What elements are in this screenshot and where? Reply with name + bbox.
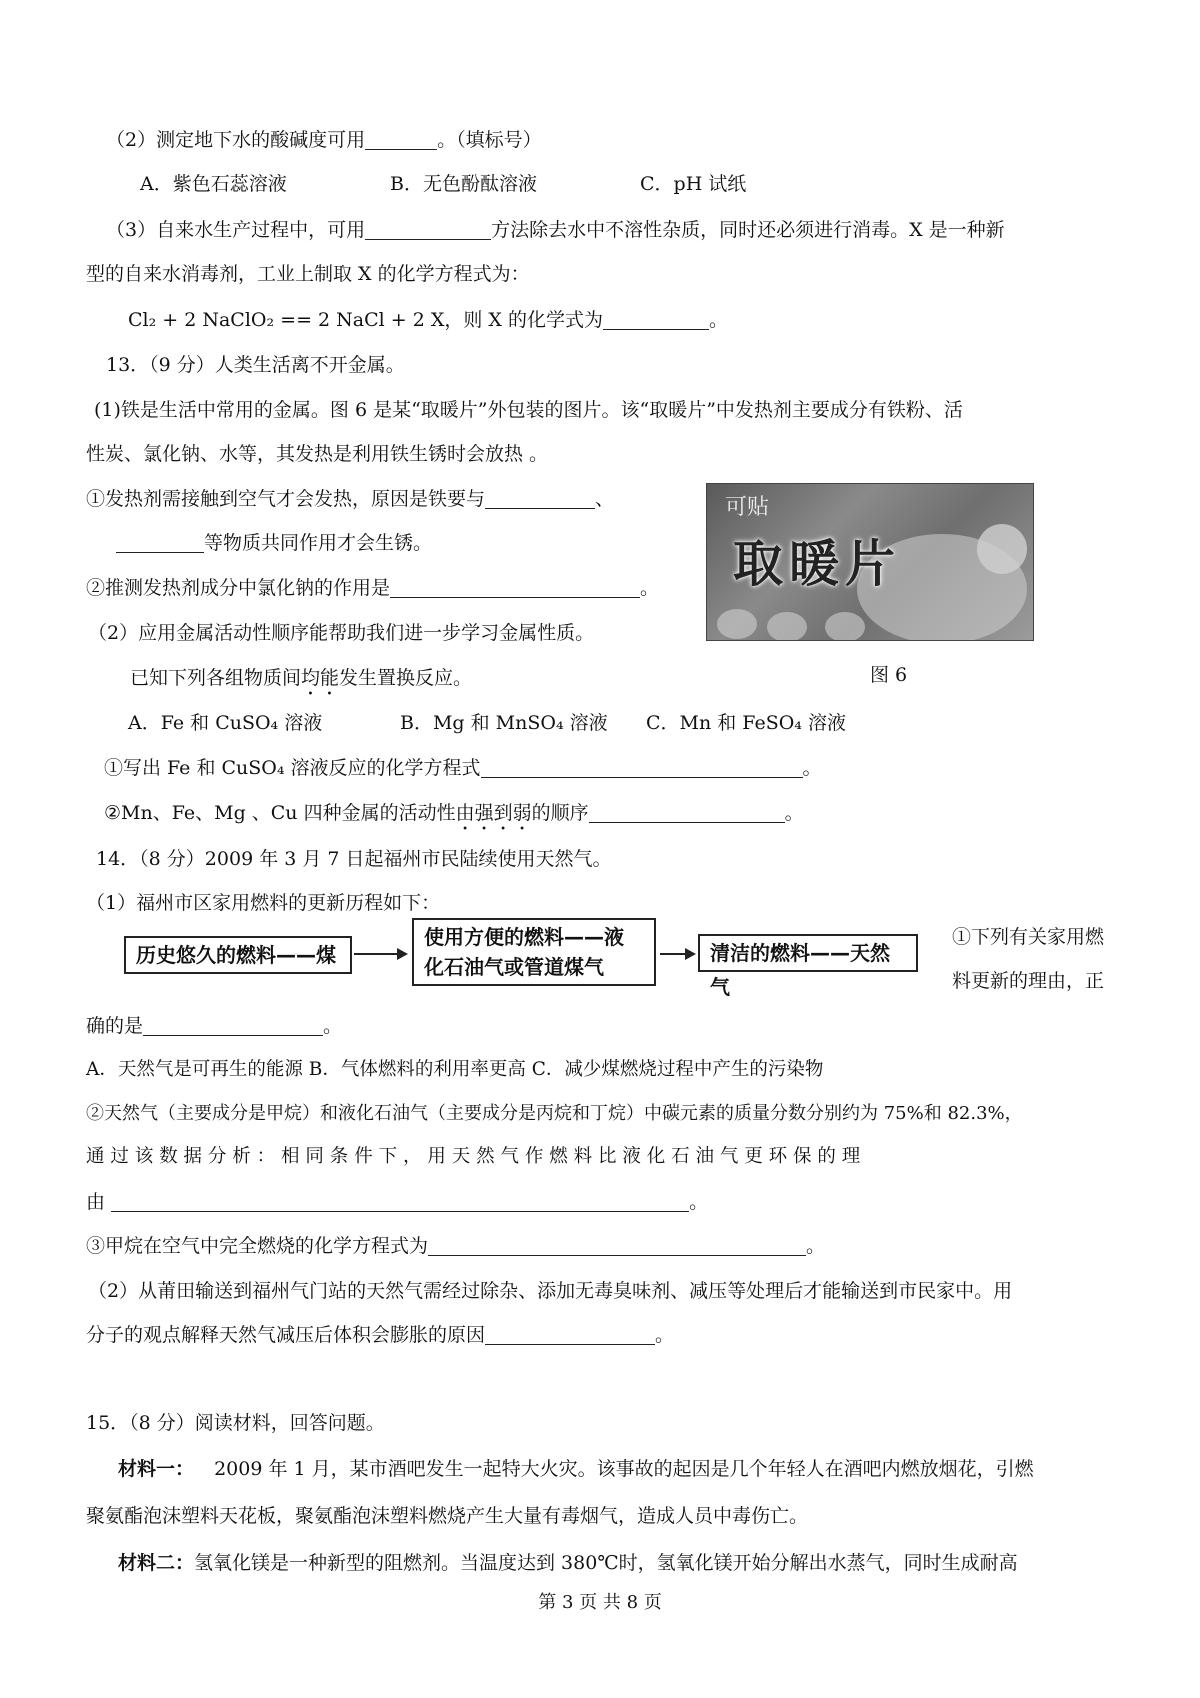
- option-a: A．Fe 和 CuSO₄ 溶液: [128, 712, 323, 734]
- emphasis-text: 由强到弱: [455, 802, 532, 824]
- answer-blank[interactable]: [589, 802, 785, 823]
- figure-small-text: 可贴: [725, 495, 770, 520]
- q12-part2-prefix: （2）测定地下水的酸碱度可用: [106, 129, 366, 151]
- flow-box-natural-gas: [698, 934, 918, 999]
- answer-blank[interactable]: [116, 532, 204, 553]
- q14-sub2-line1: ②天然气（主要成分是甲烷）和液化石油气（主要成分是丙烷和丁烷）中碳元素的质量分数分别约为 75%和 82.3%，: [86, 1103, 1023, 1124]
- material-text: 氢氧化镁是一种新型的阻燃剂。当温度达到 380℃时，氢氧化镁开始分解出水蒸气，同时生成耐高: [194, 1552, 1018, 1574]
- suffix: 。: [806, 1235, 826, 1257]
- q13-sub3: [104, 755, 822, 781]
- flow-box-label: 清洁的燃料——天然气: [710, 941, 890, 999]
- prefix: 分子的观点解释天然气减压后体积会膨胀的原因: [86, 1324, 486, 1346]
- suffix: 。: [655, 1324, 675, 1346]
- flow-box-label-line2: 化石油气或管道煤气: [424, 955, 604, 979]
- q12-part2-suffix: 。（填标号）: [437, 129, 542, 151]
- option-c: C．Mn 和 FeSO₄ 溶液: [646, 712, 846, 734]
- answer-blank[interactable]: [603, 309, 709, 330]
- option-c: C．pH 试纸: [640, 173, 747, 195]
- answer-blank[interactable]: [111, 1191, 689, 1212]
- q14-title: 14．（8 分）2009 年 3 月 7 日起福州市民陆续使用天然气。: [96, 848, 612, 870]
- material-label: 材料一：: [118, 1458, 195, 1480]
- q12-part3-line1: [106, 217, 1005, 243]
- flow-arrow: [660, 953, 694, 955]
- q15-material1-line2: 聚氨酯泡沫塑料天花板，聚氨酯泡沫塑料燃烧产生大量有毒烟气，造成人员中毒伤亡。: [86, 1505, 809, 1527]
- prefix: ①写出 Fe 和 CuSO₄ 溶液反应的化学方程式: [104, 757, 481, 779]
- suffix: 。: [802, 757, 822, 779]
- q13-sub1-line2: [116, 530, 432, 556]
- suffix: 等物质共同作用才会生锈。: [204, 532, 433, 554]
- answer-blank[interactable]: [143, 1015, 323, 1036]
- answer-blank[interactable]: [365, 219, 491, 240]
- suffix: 。: [323, 1015, 343, 1037]
- material-label: 材料二：: [118, 1552, 195, 1574]
- answer-blank[interactable]: [481, 757, 803, 778]
- flow-box-label: 历史悠久的燃料——煤: [136, 943, 336, 967]
- figure-big-text: 取暖片: [733, 535, 901, 593]
- answer-blank[interactable]: [485, 488, 595, 509]
- q14-part2-line2: [86, 1322, 674, 1348]
- q14-sub3: [86, 1233, 825, 1259]
- prefix: 确的是: [86, 1015, 144, 1037]
- text: 的顺序: [531, 802, 589, 824]
- q14-part2-line1: （2）从莆田输送到福州气门站的天然气需经过除杂、添加无毒臭味剂、减压等处理后才能输送到市民家中。用: [88, 1280, 1013, 1302]
- q12-part3-equation: [128, 307, 728, 333]
- flow-box-label-line1: 使用方便的燃料——液: [424, 925, 624, 949]
- q14-part1-line: （1）福州市区家用燃料的更新历程如下：: [86, 892, 441, 914]
- q13-part2-line2: [130, 665, 472, 700]
- q13-title: 13．（9 分）人类生活离不开金属。: [106, 354, 405, 376]
- flow-box-coal: [124, 936, 352, 974]
- q15-title: 15．（8 分）阅读材料，回答问题。: [86, 1412, 385, 1434]
- q13-part2-line1: （2）应用金属活动性顺序能帮助我们进一步学习金属性质。: [88, 622, 595, 644]
- suffix: 。: [689, 1191, 709, 1213]
- q14-sub2-line2: 通 过 该 数 据 分 析 ： 相 同 条 件 下 ， 用 天 然 气 作 燃 料 比 液 化 石 油 气 更 环 保 的 理: [86, 1146, 861, 1167]
- option-b: B．无色酚酞溶液: [390, 173, 537, 195]
- answer-blank[interactable]: [365, 129, 437, 150]
- suffix: 、: [595, 488, 615, 510]
- text: ②Mn、Fe、Mg 、Cu 四种金属的活动性: [104, 802, 456, 824]
- q15-material2-line1: [118, 1550, 1018, 1576]
- q12-part2-line: [106, 127, 542, 153]
- q14-sub2-line3: [86, 1189, 708, 1215]
- option-b: B．Mg 和 MnSO₄ 溶液: [400, 712, 608, 734]
- page-footer: 第 3 页 共 8 页: [538, 1592, 662, 1613]
- q14-sub1-line3: [86, 1013, 342, 1039]
- flow-arrow: [354, 953, 406, 955]
- q14-sub1-options: A．天然气是可再生的能源 B．气体燃料的利用率更高 C．减少煤燃烧过程中产生的污染物: [86, 1059, 824, 1080]
- prefix: ①发热剂需接触到空气才会发热，原因是铁要与: [86, 488, 486, 510]
- q13-sub2: [86, 575, 659, 601]
- suffix: 。: [709, 309, 729, 331]
- prefix: ③甲烷在空气中完全燃烧的化学方程式为: [86, 1235, 429, 1257]
- q12-part2-options: [140, 171, 746, 197]
- chemical-equation: Cl₂ + 2 NaClO₂ == 2 NaCl + 2 X，则 X 的化学式为: [128, 309, 603, 331]
- answer-blank[interactable]: [428, 1235, 806, 1256]
- heating-pad-photo: [706, 483, 1034, 641]
- q12-part3-suffix: 方法除去水中不溶性杂质，同时还必须进行消毒。X 是一种新: [491, 219, 1005, 241]
- flow-box-lpg: [412, 918, 656, 986]
- q14-sub1-right2: 料更新的理由，正: [952, 970, 1105, 992]
- q13-options: [128, 710, 846, 736]
- figure-caption: 图 6: [870, 664, 908, 686]
- text: 已知下列各组物质间: [130, 667, 302, 689]
- option-a: A．紫色石蕊溶液: [140, 173, 287, 195]
- q12-part3-prefix: （3）自来水生产过程中，可用: [106, 219, 366, 241]
- q14-sub1-right1: ①下列有关家用燃: [952, 926, 1105, 948]
- q13-sub4: [104, 800, 804, 835]
- text: 发生置换反应。: [339, 667, 473, 689]
- suffix: 。: [784, 802, 804, 824]
- prefix: ②推测发热剂成分中氯化钠的作用是: [86, 577, 391, 599]
- prefix: 由: [86, 1191, 106, 1213]
- answer-blank[interactable]: [390, 577, 640, 598]
- answer-blank[interactable]: [485, 1324, 655, 1345]
- material-text: 2009 年 1 月，某市酒吧发生一起特大火灾。该事故的起因是几个年轻人在酒吧内燃放烟花，引燃: [214, 1458, 1034, 1480]
- q12-part3-line2: 型的自来水消毒剂，工业上制取 X 的化学方程式为：: [86, 263, 530, 285]
- q13-part1-line1: (1)铁是生活中常用的金属。图 6 是某“取暖片”外包装的图片。该“取暖片”中发热剂主要成分有铁粉、活: [94, 399, 963, 421]
- emphasis-text: 均能: [301, 667, 340, 689]
- q13-part1-line2: 性炭、氯化钠、水等，其发热是利用铁生锈时会放热 。: [86, 443, 549, 465]
- suffix: 。: [640, 577, 660, 599]
- q13-sub1-line1: [86, 486, 614, 512]
- q15-material1-line1: [118, 1456, 1034, 1482]
